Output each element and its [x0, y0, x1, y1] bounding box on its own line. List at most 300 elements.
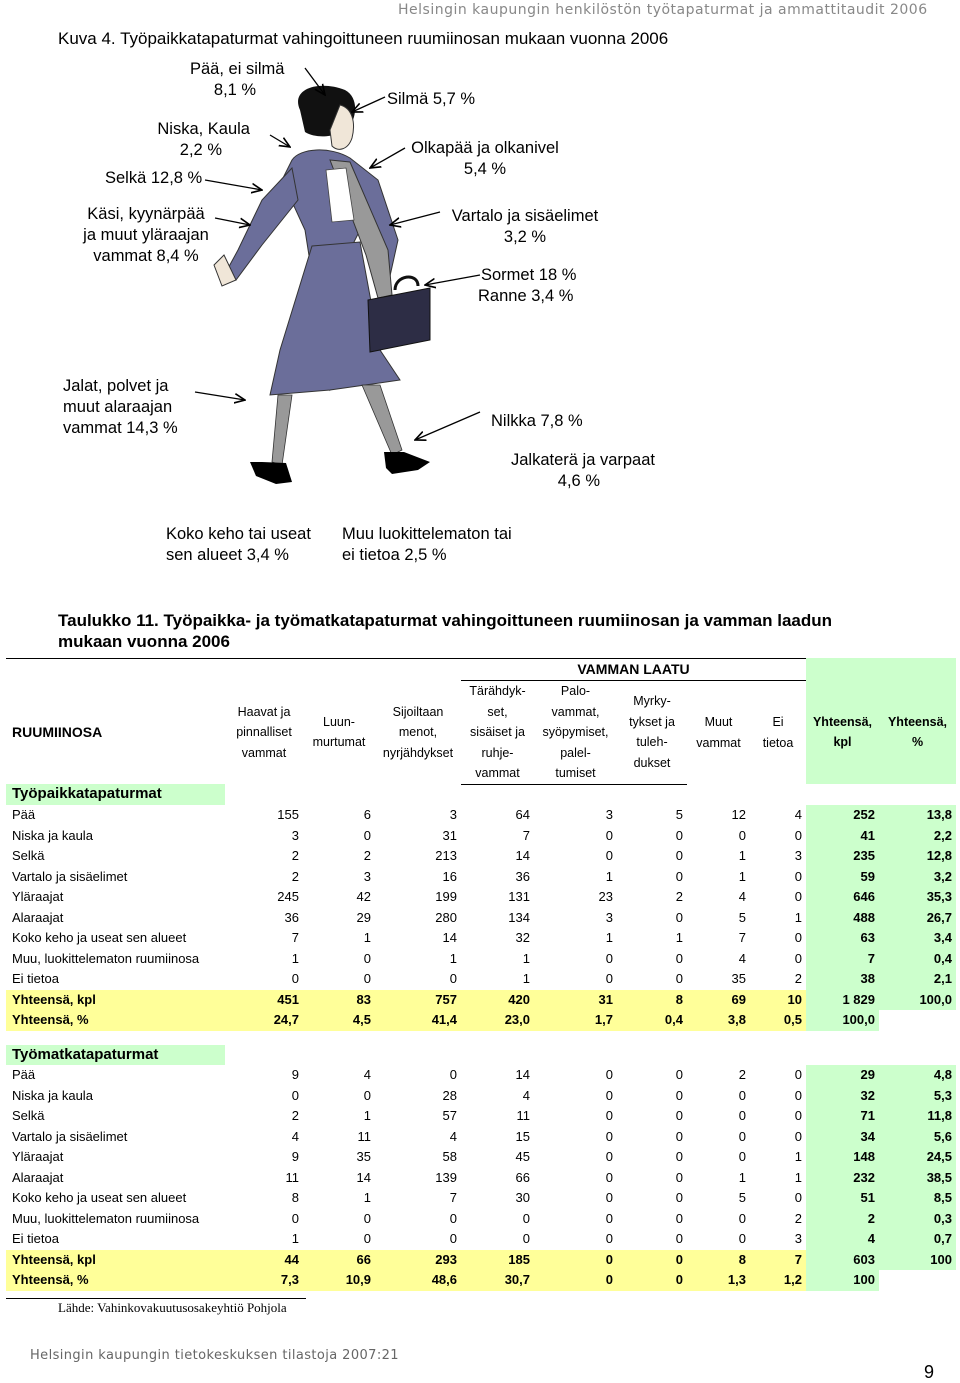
value-cell: 3 — [794, 1231, 802, 1246]
value-cell: 0 — [675, 1149, 683, 1164]
value-cell: 0 — [794, 1190, 802, 1205]
value-cell: 0 — [675, 1210, 683, 1226]
value-cell: 0 — [675, 1067, 683, 1082]
total-row — [6, 1270, 956, 1291]
value-cell: 34 — [806, 1127, 879, 1148]
total-row — [6, 990, 956, 1011]
table-row — [6, 969, 956, 990]
column-header: Ei tietoa — [762, 715, 794, 750]
total-cell: 23,0 — [461, 1010, 534, 1031]
value-cell: 2 — [794, 1210, 802, 1226]
value-cell: 1 — [291, 950, 299, 966]
value-cell: 0 — [738, 1149, 746, 1164]
source-rule — [6, 1298, 306, 1299]
column-header: Myrky- tykset ja tuleh- dukset — [617, 681, 687, 785]
value-cell: 59 — [806, 867, 879, 888]
value-cell: 0 — [738, 1210, 746, 1226]
header-blank — [879, 658, 956, 681]
value-cell: 63 — [806, 928, 879, 949]
table-title: Taulukko 11. Työpaikka- ja työmatkatapaturmat vahingoittuneen ruumiinosan ja vamman laadun mukaan vuonna 2006 — [58, 611, 833, 651]
table-row — [6, 1086, 956, 1107]
value-cell: 14 — [515, 1067, 530, 1082]
figure-title: Kuva 4. Työpaikkatapaturmat vahingoittuneen ruumiinosan mukaan vuonna 2006 — [58, 29, 669, 48]
blank — [225, 1045, 303, 1066]
value-cell: 2 — [738, 1067, 746, 1082]
value-cell: 6 — [363, 807, 371, 822]
value-cell: 8,5 — [879, 1188, 956, 1209]
value-cell: 0 — [794, 889, 802, 904]
total-label: Yhteensä, kpl — [6, 1250, 225, 1271]
value-cell: 3 — [449, 807, 457, 822]
value-cell: 232 — [806, 1168, 879, 1189]
value-cell: 1 — [738, 868, 746, 884]
value-cell: 32 — [515, 930, 530, 945]
spacer — [6, 1031, 956, 1045]
value-cell: 0 — [363, 1210, 371, 1226]
value-cell: 0 — [794, 1087, 802, 1103]
value-cell: 0 — [794, 1108, 802, 1123]
total-cell: 7 — [750, 1250, 806, 1271]
value-cell: 5,6 — [879, 1127, 956, 1148]
value-cell: 30 — [515, 1190, 530, 1205]
total-label: Yhteensä, % — [6, 1010, 225, 1031]
total-cell: 31 — [534, 990, 617, 1011]
row-label: Ei tietoa — [12, 1231, 59, 1246]
value-cell: 7 — [738, 930, 746, 945]
value-cell: 0 — [363, 950, 371, 966]
blank — [750, 784, 806, 805]
value-cell: 0 — [605, 848, 613, 863]
source-note: Lähde: Vahinkovakuutusosakeyhtiö Pohjola — [58, 1300, 287, 1315]
value-cell: 7 — [291, 930, 299, 945]
header-blank — [303, 658, 375, 681]
row-header: RUUMIINOSA — [12, 724, 103, 740]
row-label: Ei tietoa — [12, 971, 59, 986]
total-cell: 69 — [687, 990, 750, 1011]
table-row — [6, 1127, 956, 1148]
total-cell: 420 — [461, 990, 534, 1011]
value-cell: 0 — [605, 1087, 613, 1103]
value-cell: 0 — [738, 827, 746, 843]
value-cell: 0 — [363, 1231, 371, 1246]
total-cell: 48,6 — [375, 1270, 461, 1291]
value-cell: 148 — [806, 1147, 879, 1168]
value-cell: 131 — [508, 889, 530, 904]
row-label: Alaraajat — [12, 1169, 64, 1185]
value-cell: 51 — [806, 1188, 879, 1209]
column-header: Palo- vammat, syöpymiset, palel- tumiset — [534, 681, 617, 785]
value-cell: 14 — [515, 848, 530, 863]
value-cell: 11,8 — [879, 1106, 956, 1127]
table-row — [6, 1106, 956, 1127]
total-cell: 44 — [225, 1250, 303, 1271]
total-cell: 1,3 — [687, 1270, 750, 1291]
value-cell: 58 — [442, 1149, 457, 1164]
row-label: Vartalo ja sisäelimet — [12, 1128, 128, 1144]
value-cell: 41 — [806, 826, 879, 847]
value-cell: 0 — [738, 1231, 746, 1246]
value-cell: 0 — [605, 1210, 613, 1226]
blank — [617, 1045, 687, 1066]
row-label: Yläraajat — [12, 889, 64, 904]
row-label: Koko keho ja useat sen alueet — [12, 1190, 187, 1205]
value-cell: 0 — [794, 827, 802, 843]
value-cell: 0 — [794, 1067, 802, 1082]
value-cell: 0 — [675, 950, 683, 966]
value-cell: 11 — [285, 1169, 299, 1185]
row-label: Pää — [12, 1067, 36, 1082]
total-cell: 603 — [806, 1250, 879, 1271]
value-cell: 1 — [363, 1108, 371, 1123]
value-cell: 35 — [356, 1149, 371, 1164]
value-cell: 0 — [522, 1231, 530, 1246]
total-cell: 4,5 — [303, 1010, 375, 1031]
value-cell: 36 — [515, 868, 530, 884]
value-cell: 0 — [449, 1210, 457, 1226]
total-cell: 0 — [534, 1250, 617, 1271]
value-cell: 0 — [675, 1087, 683, 1103]
value-cell: 14 — [442, 930, 457, 945]
total-cell: 0,4 — [617, 1010, 687, 1031]
total-cell: 451 — [225, 990, 303, 1011]
total-cell: 293 — [375, 1250, 461, 1271]
value-cell: 1 — [605, 930, 613, 945]
value-cell: 3,2 — [879, 867, 956, 888]
value-cell: 15 — [515, 1128, 530, 1144]
header-blank — [806, 658, 879, 681]
value-cell: 28 — [442, 1087, 457, 1103]
row-label: Muu, luokittelematon ruumiinosa — [12, 950, 200, 966]
value-cell: 5,3 — [879, 1086, 956, 1107]
label-shoulder: Olkapää ja olkanivel 5,4 % — [411, 139, 559, 178]
value-cell: 29 — [356, 909, 371, 925]
value-cell: 0 — [605, 1128, 613, 1144]
blank — [303, 1045, 375, 1066]
value-cell: 2 — [794, 971, 802, 986]
value-cell: 155 — [277, 807, 299, 822]
column-header: Yhteensä, % — [879, 681, 956, 785]
label-torso: Vartalo ja sisäelimet 3,2 % — [451, 207, 599, 246]
total-cell — [879, 1270, 956, 1291]
value-cell: 12 — [731, 807, 746, 822]
value-cell: 0 — [675, 827, 683, 843]
table-row — [6, 867, 956, 888]
label-other: Muu luokittelematon tai ei tietoa 2,5 % — [342, 525, 512, 564]
value-cell: 3 — [605, 807, 613, 822]
label-ankle: Nilkka 7,8 % — [491, 412, 583, 430]
value-cell: 0 — [363, 971, 371, 986]
blank — [617, 784, 687, 805]
running-header: Helsingin kaupungin henkilöstön työtapaturmat ja ammattitaudit 2006 — [398, 2, 928, 18]
total-cell: 3,8 — [687, 1010, 750, 1031]
value-cell: 1 — [363, 930, 371, 945]
value-cell: 42 — [356, 889, 371, 904]
blank — [303, 784, 375, 805]
blank — [879, 1045, 956, 1066]
value-cell: 2 — [363, 848, 371, 863]
label-eye: Silmä 5,7 % — [387, 90, 476, 108]
group-header: VAMMAN LAATU — [461, 658, 806, 681]
table-row — [6, 1065, 956, 1086]
total-cell: 100,0 — [806, 1010, 879, 1031]
total-cell — [879, 1010, 956, 1031]
value-cell: 3 — [363, 868, 371, 884]
blank — [534, 784, 617, 805]
table-row — [6, 1168, 956, 1189]
value-cell: 245 — [277, 889, 299, 904]
value-cell: 1 — [738, 848, 746, 863]
value-cell: 13,8 — [879, 805, 956, 826]
value-cell: 0 — [794, 950, 802, 966]
value-cell: 12,8 — [879, 846, 956, 867]
section-title: Työmatkatapaturmat — [6, 1045, 225, 1066]
value-cell: 1 — [794, 1169, 802, 1185]
value-cell: 64 — [515, 807, 530, 822]
table-row — [6, 887, 956, 908]
total-cell: 30,7 — [461, 1270, 534, 1291]
value-cell: 1 — [794, 1149, 802, 1164]
value-cell: 7 — [806, 949, 879, 970]
total-cell: 100,0 — [879, 990, 956, 1011]
value-cell: 1 — [738, 1169, 746, 1185]
row-label: Niska ja kaula — [12, 1087, 93, 1103]
column-header: Luun- murtumat — [312, 714, 366, 750]
table-row — [6, 928, 956, 949]
value-cell: 0,3 — [879, 1209, 956, 1230]
total-cell: 100 — [806, 1270, 879, 1291]
value-cell: 646 — [806, 887, 879, 908]
total-cell: 41,4 — [375, 1010, 461, 1031]
row-label: Vartalo ja sisäelimet — [12, 868, 128, 884]
label-wrist: Ranne 3,4 % — [478, 287, 574, 305]
total-label: Yhteensä, kpl — [6, 990, 225, 1011]
value-cell: 1 — [605, 868, 613, 884]
value-cell: 0 — [675, 1231, 683, 1246]
total-cell: 0 — [534, 1270, 617, 1291]
value-cell: 1 — [291, 1231, 299, 1246]
value-cell: 3,4 — [879, 928, 956, 949]
value-cell: 4,8 — [879, 1065, 956, 1086]
value-cell: 1 — [363, 1190, 371, 1205]
value-cell: 0 — [605, 1231, 613, 1246]
column-header: Haavat ja pinnalliset vammat — [236, 704, 292, 760]
value-cell: 4 — [738, 950, 746, 966]
value-cell: 0 — [738, 1087, 746, 1103]
value-cell: 3 — [291, 827, 299, 843]
value-cell: 0 — [605, 827, 613, 843]
label-back: Selkä 12,8 % — [105, 169, 203, 187]
total-cell: 185 — [461, 1250, 534, 1271]
value-cell: 57 — [442, 1108, 457, 1123]
injury-table — [6, 658, 956, 1291]
value-cell: 5 — [738, 1190, 746, 1205]
value-cell: 235 — [806, 846, 879, 867]
total-cell: 1 829 — [806, 990, 879, 1011]
value-cell: 16 — [442, 868, 457, 884]
value-cell: 3 — [605, 909, 613, 925]
label-lower-limb: Jalat, polvet ja muut alaraajan vammat 14,3 % — [63, 377, 178, 437]
value-cell: 9 — [291, 1067, 299, 1082]
footer-text: Helsingin kaupungin tietokeskuksen tilastoja 2007:21 — [30, 1348, 399, 1363]
value-cell: 0 — [675, 1108, 683, 1123]
table-row — [6, 908, 956, 929]
value-cell: 0 — [363, 827, 371, 843]
value-cell: 4 — [291, 1128, 299, 1144]
column-header: Yhteensä, kpl — [806, 681, 879, 785]
value-cell: 71 — [806, 1106, 879, 1127]
value-cell: 0 — [794, 1128, 802, 1144]
blank — [375, 1045, 461, 1066]
column-header: Muut vammat — [696, 715, 741, 750]
value-cell: 0 — [449, 1067, 457, 1082]
value-cell: 35 — [731, 971, 746, 986]
label-head: Pää, ei silmä 8,1 % — [190, 60, 285, 99]
value-cell: 2,1 — [879, 969, 956, 990]
total-cell: 1,2 — [750, 1270, 806, 1291]
value-cell: 0 — [291, 971, 299, 986]
value-cell: 5 — [738, 909, 746, 925]
total-cell: 10,9 — [303, 1270, 375, 1291]
value-cell: 0 — [449, 971, 457, 986]
total-cell: 7,3 — [225, 1270, 303, 1291]
value-cell: 0 — [605, 1067, 613, 1082]
blank — [879, 784, 956, 805]
value-cell: 24,5 — [879, 1147, 956, 1168]
value-cell: 1 — [449, 950, 457, 966]
value-cell: 0 — [291, 1210, 299, 1226]
blank — [461, 1045, 534, 1066]
value-cell: 0,7 — [879, 1229, 956, 1250]
value-cell: 14 — [356, 1169, 371, 1185]
total-cell: 1,7 — [534, 1010, 617, 1031]
value-cell: 4 — [363, 1067, 371, 1082]
label-neck: Niska, Kaula 2,2 % — [157, 120, 250, 159]
value-cell: 4 — [738, 889, 746, 904]
blank — [534, 1045, 617, 1066]
table-row — [6, 826, 956, 847]
blank — [750, 1045, 806, 1066]
value-cell: 0 — [794, 930, 802, 945]
table-row — [6, 846, 956, 867]
row-label: Pää — [12, 807, 36, 822]
value-cell: 488 — [806, 908, 879, 929]
value-cell: 1 — [675, 930, 683, 945]
value-cell: 4 — [449, 1128, 457, 1144]
value-cell: 7 — [449, 1190, 457, 1205]
label-foot: Jalkaterä ja varpaat 4,6 % — [511, 451, 655, 490]
label-whole-body: Koko keho tai useat sen alueet 3,4 % — [166, 525, 311, 564]
value-cell: 0 — [675, 1128, 683, 1144]
value-cell: 0 — [738, 1128, 746, 1144]
value-cell: 0 — [738, 1108, 746, 1123]
value-cell: 66 — [515, 1169, 530, 1185]
total-cell: 0 — [617, 1250, 687, 1271]
row-label: Koko keho ja useat sen alueet — [12, 930, 187, 945]
total-row — [6, 1010, 956, 1031]
total-cell: 83 — [303, 990, 375, 1011]
value-cell: 38,5 — [879, 1168, 956, 1189]
table-row — [6, 949, 956, 970]
total-cell: 100 — [879, 1250, 956, 1271]
label-upper-limb: Käsi, kyynärpää ja muut yläraajan vammat 8,4 % — [83, 205, 209, 265]
value-cell: 0 — [675, 868, 683, 884]
value-cell: 5 — [675, 807, 683, 822]
value-cell: 134 — [508, 909, 530, 925]
blank — [687, 1045, 750, 1066]
value-cell: 0,4 — [879, 949, 956, 970]
blank — [806, 784, 879, 805]
value-cell: 8 — [291, 1190, 299, 1205]
blank — [225, 784, 303, 805]
value-cell: 32 — [806, 1086, 879, 1107]
value-cell: 23 — [598, 889, 613, 904]
value-cell: 252 — [806, 805, 879, 826]
value-cell: 0 — [605, 971, 613, 986]
header-blank — [375, 658, 461, 681]
value-cell: 2 — [291, 868, 299, 884]
value-cell: 29 — [806, 1065, 879, 1086]
value-cell: 45 — [515, 1149, 530, 1164]
total-cell: 10 — [750, 990, 806, 1011]
value-cell: 26,7 — [879, 908, 956, 929]
value-cell: 2,2 — [879, 826, 956, 847]
value-cell: 9 — [291, 1149, 299, 1164]
row-label: Selkä — [12, 848, 45, 863]
column-header: Sijoiltaan menot, nyrjähdykset — [382, 704, 454, 760]
header-blank — [6, 658, 225, 681]
value-cell: 4 — [522, 1087, 530, 1103]
value-cell: 31 — [442, 827, 457, 843]
value-cell: 0 — [605, 1190, 613, 1205]
value-cell: 1 — [794, 909, 802, 925]
value-cell: 199 — [435, 889, 457, 904]
value-cell: 0 — [675, 848, 683, 863]
value-cell: 0 — [363, 1087, 371, 1103]
table-row — [6, 1229, 956, 1250]
value-cell: 2 — [806, 1209, 879, 1230]
total-cell: 8 — [687, 1250, 750, 1271]
blank — [375, 784, 461, 805]
page-number: 9 — [924, 1362, 935, 1382]
blank — [461, 784, 534, 805]
value-cell: 0 — [675, 971, 683, 986]
row-label: Alaraajat — [12, 909, 64, 925]
value-cell: 11 — [516, 1108, 530, 1123]
label-fingers: Sormet 18 % — [481, 266, 577, 284]
value-cell: 4 — [806, 1229, 879, 1250]
total-label: Yhteensä, % — [6, 1270, 225, 1291]
value-cell: 35,3 — [879, 887, 956, 908]
total-cell: 0 — [617, 1270, 687, 1291]
total-cell: 24,7 — [225, 1010, 303, 1031]
value-cell: 0 — [449, 1231, 457, 1246]
value-cell: 0 — [794, 868, 802, 884]
value-cell: 7 — [522, 827, 530, 843]
value-cell: 0 — [675, 1169, 683, 1185]
value-cell: 0 — [675, 1190, 683, 1205]
value-cell: 1 — [522, 971, 530, 986]
value-cell: 0 — [605, 950, 613, 966]
row-label: Niska ja kaula — [12, 827, 93, 843]
blank — [687, 784, 750, 805]
blank — [806, 1045, 879, 1066]
value-cell: 0 — [605, 1169, 613, 1185]
row-label: Selkä — [12, 1108, 45, 1123]
header-blank — [225, 658, 303, 681]
value-cell: 36 — [284, 909, 299, 925]
value-cell: 0 — [675, 909, 683, 925]
total-cell: 757 — [375, 990, 461, 1011]
